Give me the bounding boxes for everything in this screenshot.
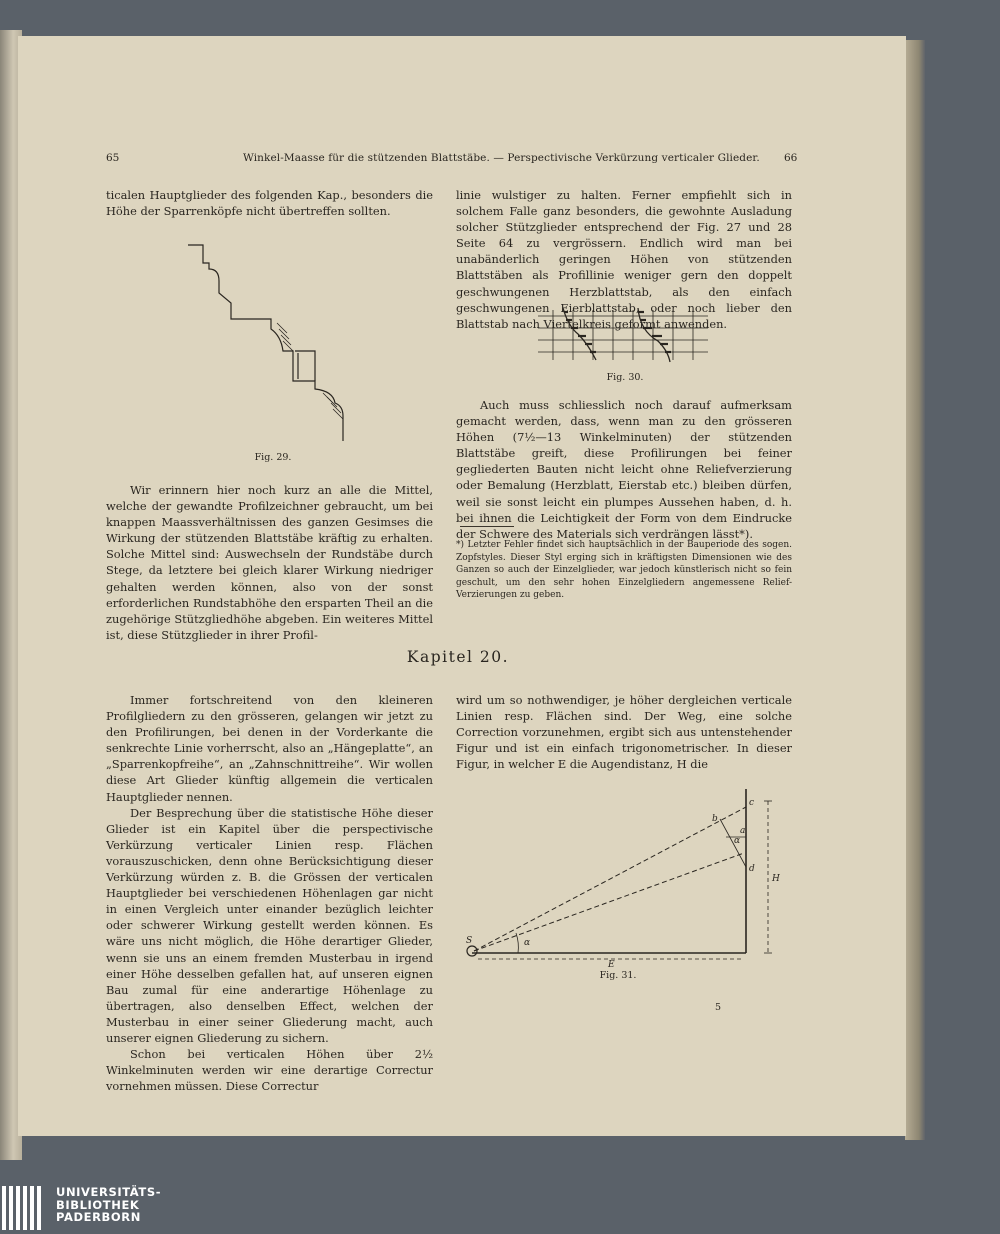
signature-mark: 5 (714, 1002, 722, 1013)
paragraph: wird um so nothwendiger, je höher dergleichen verticale Linien resp. Flächen sind. Der Weg, eine solche Correction vorzunehmen, ergibt sich aus untenstehender Figur und ist ein einfach trigonometrischer. In dieser Figur, in welcher E die Augendistanz, H die (456, 693, 792, 772)
fig31-label-a: a (740, 826, 746, 836)
left-column-top (106, 187, 433, 219)
fig31-label-d: d (749, 864, 755, 874)
left-column-top-continued (106, 482, 433, 643)
library-logo-icon (0, 1184, 48, 1232)
right-column-bottom (456, 692, 792, 772)
paragraph: Wir erinnern hier noch kurz an alle die Mittel, welche der gewandte Profilzeichner gebraucht, um bei knappen Maassverhältnissen des ganzen Gesimses die Wirkung der stützenden Blattstäbe kräftig zu erhalten. Solche Mittel sind: Auswechseln der Rundstäbe durch Stege, da letztere bei gleich klarer Wirkung niedriger gehalten werden können, also von der sonst erforderlichen Rundstabhöhe den ersparten Theil an die zugehörige Stützgliedhöhe abgeben. Ein weiteres Mittel ist, diese Stützglieder in ihrer Profil- (106, 483, 433, 642)
fig31-label-e: E (608, 960, 615, 970)
paragraph: ticalen Hauptglieder des folgenden Kap., besonders die Höhe der Sparrenköpfe nicht übertreffen sollten. (106, 188, 433, 219)
fig29-caption: Fig. 29. (254, 452, 292, 463)
chapter-title: Kapitel 20. (406, 648, 510, 666)
fig31-caption: Fig. 31. (599, 970, 637, 981)
fig31-label-h: H (772, 874, 780, 884)
library-logo-text (56, 1186, 161, 1224)
paragraph: Der Besprechung über die statistische Höhe dieser Glieder ist ein Kapitel über die perspectivische Verkürzung verticaler Linien resp. Flächen vorauszuschicken, denn ohne Berücksichtigung dieser Verkürzung würden z. B. die Grössen der verticalen Hauptglieder bei verschiedenen Höhenlagen gar nicht in einen Vergleich unter einander bezüglich leichter oder schwerer Wirkung gestellt werden können. Es wäre uns nicht möglich, die Höhe derartiger Glieder, wenn sie uns an einem fremden Musterbau in irgend einer Höhe desselben gefallen hat, auf unseren eignen Bau zumal für eine anderartige Höhenlage zu übertragen, also denselben Effect, welchen der Musterbau in einer seiner Gliederung macht, auch unserer eignen Gliederung zu sichern. (106, 805, 433, 1045)
paragraph: Auch muss schliesslich noch darauf aufmerksam gemacht werden, dass, wenn man zu den grösseren Höhen (7½—13 Winkelminuten) der stützenden Blattstäbe greift, diese Profilirungen bei feiner gegliederten Bauten nicht leicht ohne Reliefverzierung oder Bemalung (Herzblatt, Eierstab etc.) bleiben dürfen, weil sie sonst leicht ein plumpes Aussehen haben, d. h. bei ihnen die Leichtigkeit der Form von dem Eindrucke der Schwere des Materials sich verdrängen lässt*). (456, 398, 792, 541)
book-page (18, 36, 906, 1136)
fig31-label-alpha-small: α (734, 836, 741, 846)
paragraph: linie wulstiger zu halten. Ferner empfiehlt sich in solchem Falle ganz besonders, die gewohnte Ausladung solcher Stützglieder entsprechend der Fig. 27 und 28 Seite 64 zu vergrössern. Endlich wird man bei unabänderlich geringen Höhen von stützenden Blattstäben als Profillinie weniger gern den doppelt geschwungenen Herzblattstab, als den einfach geschwungenen Eierblattstab, oder noch lieber den Blattstab nach Viertelkreis geformt anwenden. (456, 188, 792, 331)
library-logo-line: UNIVERSITÄTS- (56, 1185, 162, 1199)
fig29-profile-drawing (183, 241, 353, 441)
book-cover-edge (905, 40, 925, 1140)
paragraph: Schon bei verticalen Höhen über 2½ Winkelminuten werden wir eine derartige Correctur vornehmen müssen. Diese Correctur (106, 1047, 433, 1094)
header-title: Winkel-Maasse für die stützenden Blattstäbe. — Perspectivische Verkürzung verticaler Glieder. (243, 152, 760, 164)
footnote-text: *) Letzter Fehler findet sich hauptsächlich in der Bauperiode des sogen. Zopfstyles. Dieser Styl erging sich in kräftigsten Dimensionen wie des Ganzen so auch der Einzelglieder, war jedoch künstlerisch nicht so fein geschult, um den sehr hohen Einzelgliedern angemessene Relief-Verzierungen zu geben. (456, 540, 792, 600)
fig31-label-s: S (466, 936, 473, 946)
page-number-left: 65 (106, 152, 120, 164)
fig30-caption: Fig. 30. (606, 372, 644, 383)
footnote (456, 539, 792, 602)
page-number-right: 66 (784, 152, 798, 164)
fig31-triangle-diagram (458, 781, 778, 971)
fig31-label-alpha: α (524, 938, 531, 948)
left-column-bottom (106, 692, 433, 1094)
footnote-rule (460, 526, 514, 527)
paragraph: Immer fortschreitend von den kleineren Profilgliedern zu den grösseren, gelangen wir jetzt zu den Profilirungen, bei denen in der Vorderkante die senkrechte Linie vorherrscht, also an „Hängeplatte“, an „Sparrenkopfreihe“, an „Zahnschnittreihe“. Wir wollen diese Art Glieder künftig allgemein die verticalen Hauptglieder nennen. (106, 693, 433, 804)
library-logo-line: PADERBORN (56, 1210, 141, 1224)
fig31-label-c: c (749, 798, 755, 808)
fig31-label-b: b (712, 814, 718, 824)
fig30-grid-drawing (538, 306, 718, 370)
right-column-top-continued (456, 397, 792, 542)
library-logo-line: BIBLIOTHEK (56, 1197, 140, 1212)
